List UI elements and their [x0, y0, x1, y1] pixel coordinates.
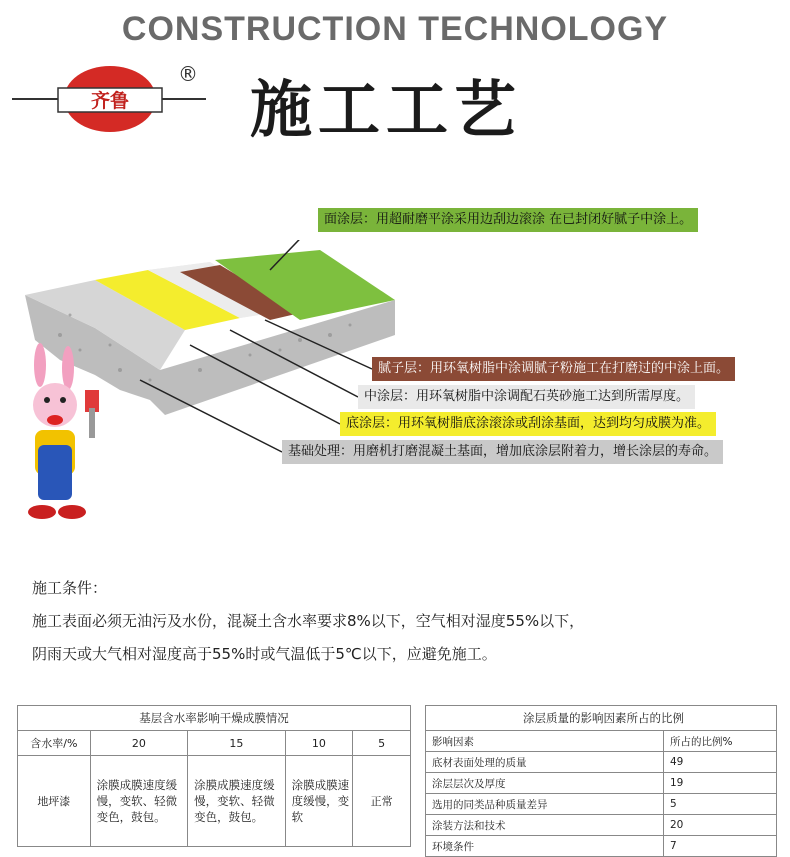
- english-title: CONSTRUCTION TECHNOLOGY: [121, 10, 669, 48]
- brand-name: 齐鲁: [90, 90, 130, 112]
- table-row: [426, 794, 777, 815]
- callout-top-coat: 面涂层：用超耐磨平涂采用边刮边滚涂 在已封闭好腻子中涂上。: [318, 208, 698, 232]
- table2-caption: 涂层质量的影响因素所占的比例: [426, 706, 777, 731]
- table1-header: 5: [353, 731, 411, 756]
- quality-factors-table: [425, 705, 777, 857]
- table-row: [426, 815, 777, 836]
- moisture-drying-table: [17, 705, 411, 847]
- table1-cell: 涂膜成膜速度缓慢，变软、轻微变色，鼓包。: [90, 756, 187, 847]
- callout-middle-layer: 中涂层：用环氧树脂中涂调配石英砂施工达到所需厚度。: [358, 385, 695, 409]
- table2-percent: 49: [664, 752, 777, 773]
- construction-conditions: [32, 572, 584, 671]
- table1-cell: 涂膜成膜速度缓慢，变软: [285, 756, 353, 847]
- table1-header: 20: [90, 731, 187, 756]
- conditions-line-1: 施工表面必须无油污及水份，混凝土含水率要求8%以下，空气相对湿度55%以下，: [32, 612, 585, 630]
- table1-cell: 正常: [353, 756, 411, 847]
- table2-factor: 选用的同类品种质量差异: [426, 794, 664, 815]
- table1-row-label: 地坪漆: [18, 756, 91, 847]
- callout-primer-layer: 底涂层：用环氧树脂底涂滚涂或刮涂基面，达到均匀成膜为准。: [340, 412, 716, 436]
- chinese-title: 施工工艺: [250, 73, 523, 146]
- table-row: [426, 752, 777, 773]
- table2-percent: 7: [664, 836, 777, 857]
- table2-header: 影响因素: [426, 731, 664, 752]
- table2-header: 所占的比例%: [664, 731, 777, 752]
- table1-caption: 基层含水率影响干燥成膜情况: [18, 706, 411, 731]
- table2-percent: 20: [664, 815, 777, 836]
- table2-factor: 底材表面处理的质量: [426, 752, 664, 773]
- table-row: [426, 773, 777, 794]
- conditions-line-2: 阴雨天或大气相对湿度高于55%时或气温低于5℃以下，应避免施工。: [32, 645, 497, 663]
- callout-base-treatment: 基础处理：用磨机打磨混凝土基面，增加底涂层附着力，增长涂层的寿命。: [282, 440, 723, 464]
- registered-mark: ®: [178, 62, 198, 86]
- table2-percent: 5: [664, 794, 777, 815]
- table1-cell: 涂膜成膜速度缓慢，变软、轻微变色，鼓包。: [188, 756, 285, 847]
- table2-factor: 环境条件: [426, 836, 664, 857]
- table2-factor: 涂装方法和技术: [426, 815, 664, 836]
- table-row: [426, 836, 777, 857]
- table1-header: 15: [188, 731, 285, 756]
- callout-putty-layer: 腻子层：用环氧树脂中涂调腻子粉施工在打磨过的中涂上面。: [372, 357, 735, 381]
- conditions-heading: 施工条件：: [32, 579, 108, 597]
- table2-factor: 涂层层次及厚度: [426, 773, 664, 794]
- table1-header: 10: [285, 731, 353, 756]
- table1-header: 含水率/%: [18, 731, 91, 756]
- table2-percent: 19: [664, 773, 777, 794]
